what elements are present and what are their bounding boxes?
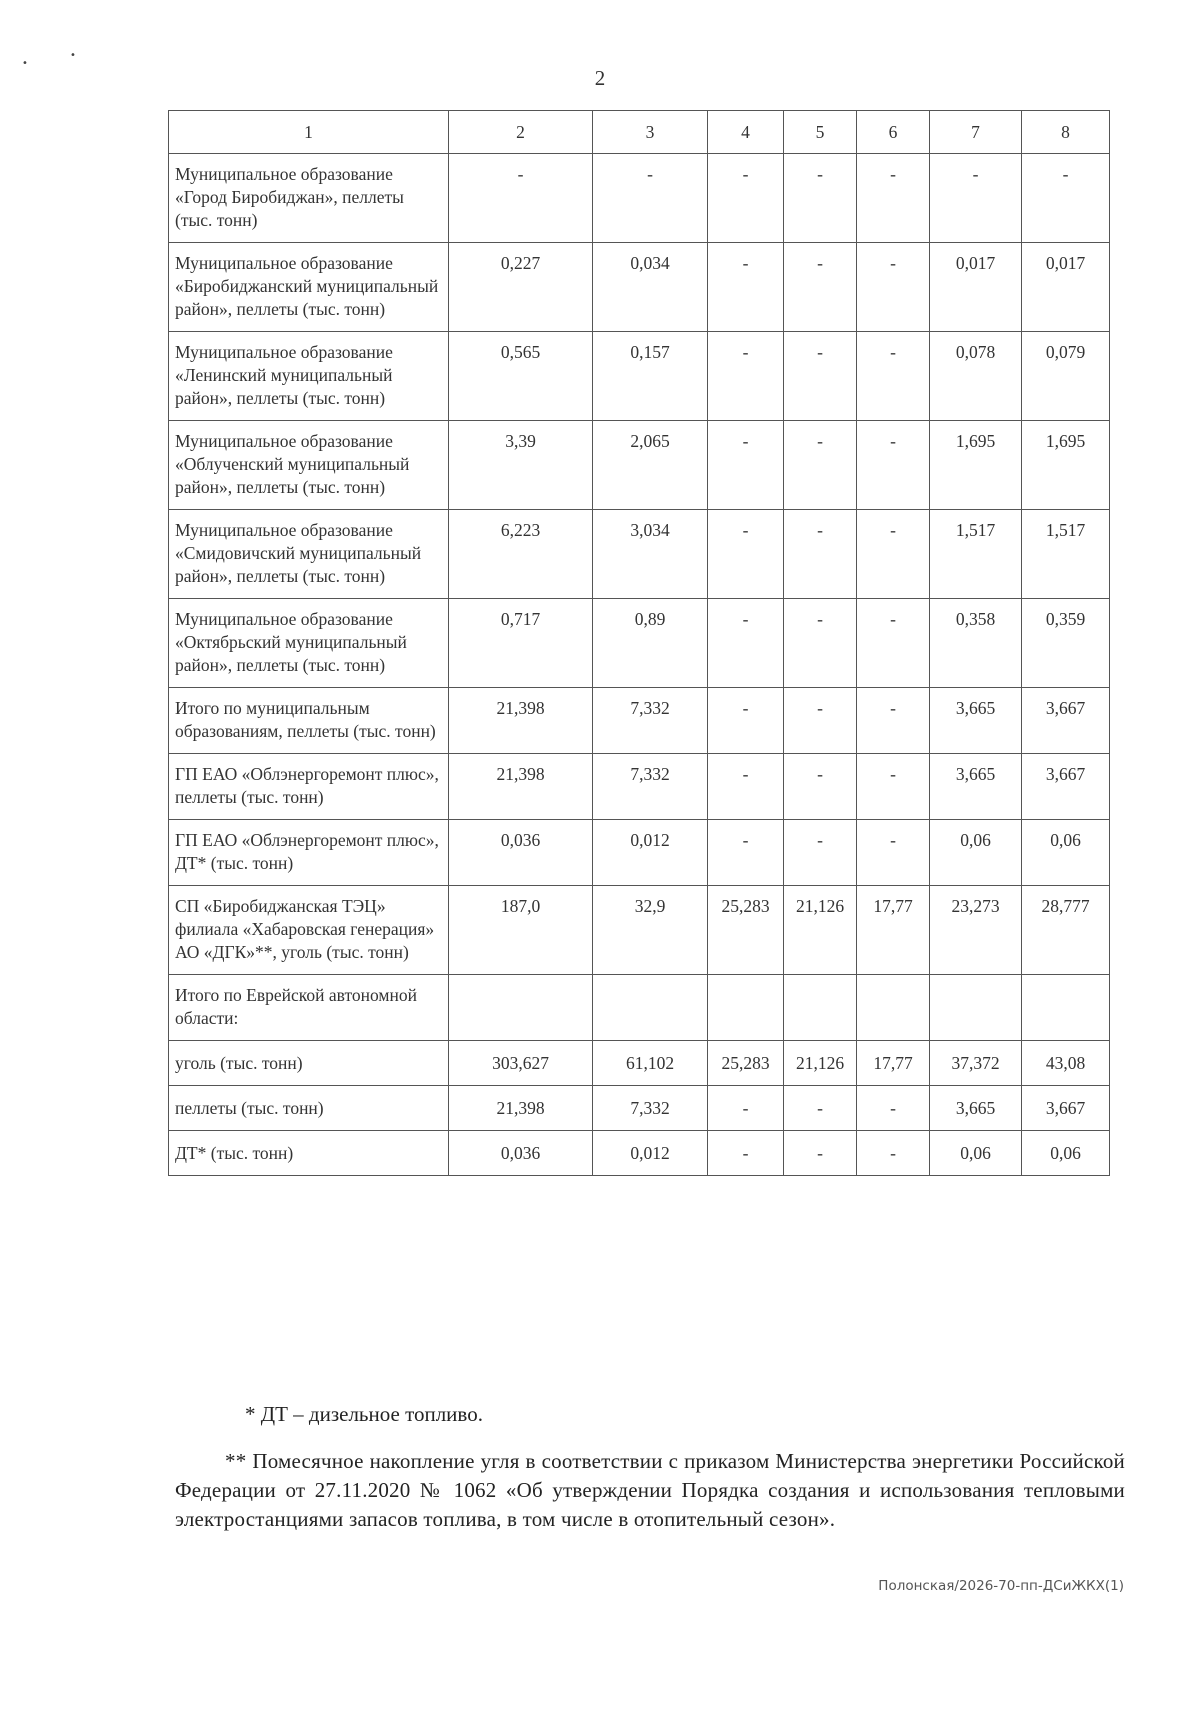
value-cell: 21,126	[784, 886, 857, 975]
value-cell: -	[784, 1131, 857, 1176]
value-cell: 3,665	[930, 688, 1022, 754]
value-cell: 0,89	[593, 599, 708, 688]
footnote-diesel: * ДТ – дизельное топливо.	[245, 1402, 483, 1426]
value-cell: 0,565	[449, 332, 593, 421]
value-cell: -	[930, 154, 1022, 243]
column-header: 1	[169, 111, 449, 154]
value-cell: 0,012	[593, 820, 708, 886]
value-cell: 0,017	[1022, 243, 1110, 332]
value-cell: -	[708, 820, 784, 886]
value-cell: -	[857, 1086, 930, 1131]
value-cell: 0,358	[930, 599, 1022, 688]
row-label: Муниципальное образование «Город Биробиджан», пеллеты (тыс. тонн)	[169, 154, 449, 243]
value-cell: 3,034	[593, 510, 708, 599]
value-cell: -	[857, 820, 930, 886]
value-cell: -	[784, 688, 857, 754]
value-cell: 21,126	[784, 1041, 857, 1086]
value-cell: -	[708, 754, 784, 820]
value-cell: 1,517	[1022, 510, 1110, 599]
value-cell: 0,06	[930, 820, 1022, 886]
value-cell: 7,332	[593, 688, 708, 754]
value-cell: 0,717	[449, 599, 593, 688]
value-cell: -	[857, 510, 930, 599]
column-header: 8	[1022, 111, 1110, 154]
table-row	[169, 1086, 1110, 1131]
value-cell: 0,06	[1022, 1131, 1110, 1176]
value-cell: 2,065	[593, 421, 708, 510]
value-cell	[930, 975, 1022, 1041]
value-cell: 6,223	[449, 510, 593, 599]
fuel-reserve-table	[168, 110, 1110, 1176]
column-header: 2	[449, 111, 593, 154]
value-cell: 3,667	[1022, 1086, 1110, 1131]
value-cell: -	[708, 1086, 784, 1131]
scan-speck: •	[22, 58, 28, 69]
value-cell: 0,036	[449, 1131, 593, 1176]
row-label: Муниципальное образование «Октябрьский муниципальный район», пеллеты (тыс. тонн)	[169, 599, 449, 688]
value-cell: -	[857, 688, 930, 754]
value-cell: 303,627	[449, 1041, 593, 1086]
value-cell: 0,227	[449, 243, 593, 332]
value-cell: -	[857, 599, 930, 688]
value-cell	[708, 975, 784, 1041]
value-cell: 0,06	[930, 1131, 1022, 1176]
row-label: Муниципальное образование «Облученский муниципальный район», пеллеты (тыс. тонн)	[169, 421, 449, 510]
value-cell: 0,06	[1022, 820, 1110, 886]
row-label: Муниципальное образование «Биробиджанский муниципальный район», пеллеты (тыс. тонн)	[169, 243, 449, 332]
value-cell: 17,77	[857, 886, 930, 975]
value-cell: 3,665	[930, 754, 1022, 820]
value-cell: -	[784, 421, 857, 510]
value-cell: 0,079	[1022, 332, 1110, 421]
value-cell: -	[784, 510, 857, 599]
value-cell: 0,012	[593, 1131, 708, 1176]
value-cell: 1,517	[930, 510, 1022, 599]
table-row	[169, 688, 1110, 754]
value-cell: 0,036	[449, 820, 593, 886]
column-header: 5	[784, 111, 857, 154]
document-id: Полонская/2026-70-пп-ДСиЖКХ(1)	[878, 1578, 1124, 1594]
value-cell: 21,398	[449, 1086, 593, 1131]
row-label: ДТ* (тыс. тонн)	[169, 1131, 449, 1176]
value-cell: 1,695	[1022, 421, 1110, 510]
value-cell: 43,08	[1022, 1041, 1110, 1086]
footnotes	[175, 1400, 1125, 1534]
scan-speck: •	[70, 50, 76, 61]
value-cell: 3,667	[1022, 754, 1110, 820]
value-cell: 37,372	[930, 1041, 1022, 1086]
value-cell: -	[708, 599, 784, 688]
value-cell: -	[708, 688, 784, 754]
column-header: 3	[593, 111, 708, 154]
table-header-row	[169, 111, 1110, 154]
value-cell: -	[784, 243, 857, 332]
value-cell: -	[708, 154, 784, 243]
value-cell: 3,665	[930, 1086, 1022, 1131]
footnote-coal: ** Помесячное накопление угля в соответствии с приказом Министерства энергетики Российской Федерации от 27.11.2020 № 1062 «Об утверждении Порядка создания и использования тепловыми электростанциями запасов топлива, в том числе в отопительный сезон».	[175, 1449, 1125, 1531]
table-row	[169, 754, 1110, 820]
value-cell	[784, 975, 857, 1041]
column-header: 7	[930, 111, 1022, 154]
value-cell: -	[593, 154, 708, 243]
value-cell: 187,0	[449, 886, 593, 975]
value-cell: -	[857, 154, 930, 243]
value-cell: -	[708, 243, 784, 332]
value-cell: -	[784, 332, 857, 421]
value-cell: 1,695	[930, 421, 1022, 510]
value-cell: 32,9	[593, 886, 708, 975]
table-row	[169, 599, 1110, 688]
value-cell: 0,017	[930, 243, 1022, 332]
value-cell	[1022, 975, 1110, 1041]
table-row	[169, 1131, 1110, 1176]
row-label: ГП ЕАО «Облэнергоремонт плюс», ДТ* (тыс. тонн)	[169, 820, 449, 886]
page-number: 2	[594, 66, 606, 90]
value-cell	[449, 975, 593, 1041]
value-cell: 7,332	[593, 1086, 708, 1131]
value-cell: 21,398	[449, 754, 593, 820]
value-cell: -	[1022, 154, 1110, 243]
row-label: пеллеты (тыс. тонн)	[169, 1086, 449, 1131]
row-label: Итого по муниципальным образованиям, пеллеты (тыс. тонн)	[169, 688, 449, 754]
row-label: Итого по Еврейской автономной области:	[169, 975, 449, 1041]
row-label: уголь (тыс. тонн)	[169, 1041, 449, 1086]
value-cell: -	[708, 1131, 784, 1176]
table-row	[169, 510, 1110, 599]
value-cell: -	[784, 754, 857, 820]
value-cell: 23,273	[930, 886, 1022, 975]
value-cell: 21,398	[449, 688, 593, 754]
row-label: ГП ЕАО «Облэнергоремонт плюс», пеллеты (тыс. тонн)	[169, 754, 449, 820]
table-row	[169, 154, 1110, 243]
value-cell: -	[708, 421, 784, 510]
value-cell: -	[784, 599, 857, 688]
row-label: Муниципальное образование «Ленинский муниципальный район», пеллеты (тыс. тонн)	[169, 332, 449, 421]
column-header: 6	[857, 111, 930, 154]
value-cell: 0,078	[930, 332, 1022, 421]
table-row	[169, 820, 1110, 886]
value-cell: -	[708, 510, 784, 599]
row-label: Муниципальное образование «Смидовичский муниципальный район», пеллеты (тыс. тонн)	[169, 510, 449, 599]
value-cell: 3,667	[1022, 688, 1110, 754]
table-row	[169, 243, 1110, 332]
value-cell: -	[784, 820, 857, 886]
table-row	[169, 332, 1110, 421]
value-cell: -	[857, 332, 930, 421]
value-cell: 61,102	[593, 1041, 708, 1086]
table-row	[169, 421, 1110, 510]
value-cell: -	[857, 1131, 930, 1176]
value-cell: 17,77	[857, 1041, 930, 1086]
value-cell: 25,283	[708, 886, 784, 975]
row-label: СП «Биробиджанская ТЭЦ» филиала «Хабаровская генерация» АО «ДГК»**, уголь (тыс. тонн)	[169, 886, 449, 975]
value-cell: -	[857, 243, 930, 332]
value-cell	[593, 975, 708, 1041]
value-cell: 25,283	[708, 1041, 784, 1086]
value-cell: 0,359	[1022, 599, 1110, 688]
table-row	[169, 1041, 1110, 1086]
value-cell: -	[857, 754, 930, 820]
column-header: 4	[708, 111, 784, 154]
value-cell: 3,39	[449, 421, 593, 510]
value-cell: -	[857, 421, 930, 510]
value-cell: -	[708, 332, 784, 421]
value-cell: 0,034	[593, 243, 708, 332]
value-cell: 7,332	[593, 754, 708, 820]
value-cell: -	[449, 154, 593, 243]
value-cell: 28,777	[1022, 886, 1110, 975]
value-cell: 0,157	[593, 332, 708, 421]
value-cell: -	[784, 1086, 857, 1131]
table-row	[169, 886, 1110, 975]
table-row	[169, 975, 1110, 1041]
value-cell: -	[784, 154, 857, 243]
value-cell	[857, 975, 930, 1041]
